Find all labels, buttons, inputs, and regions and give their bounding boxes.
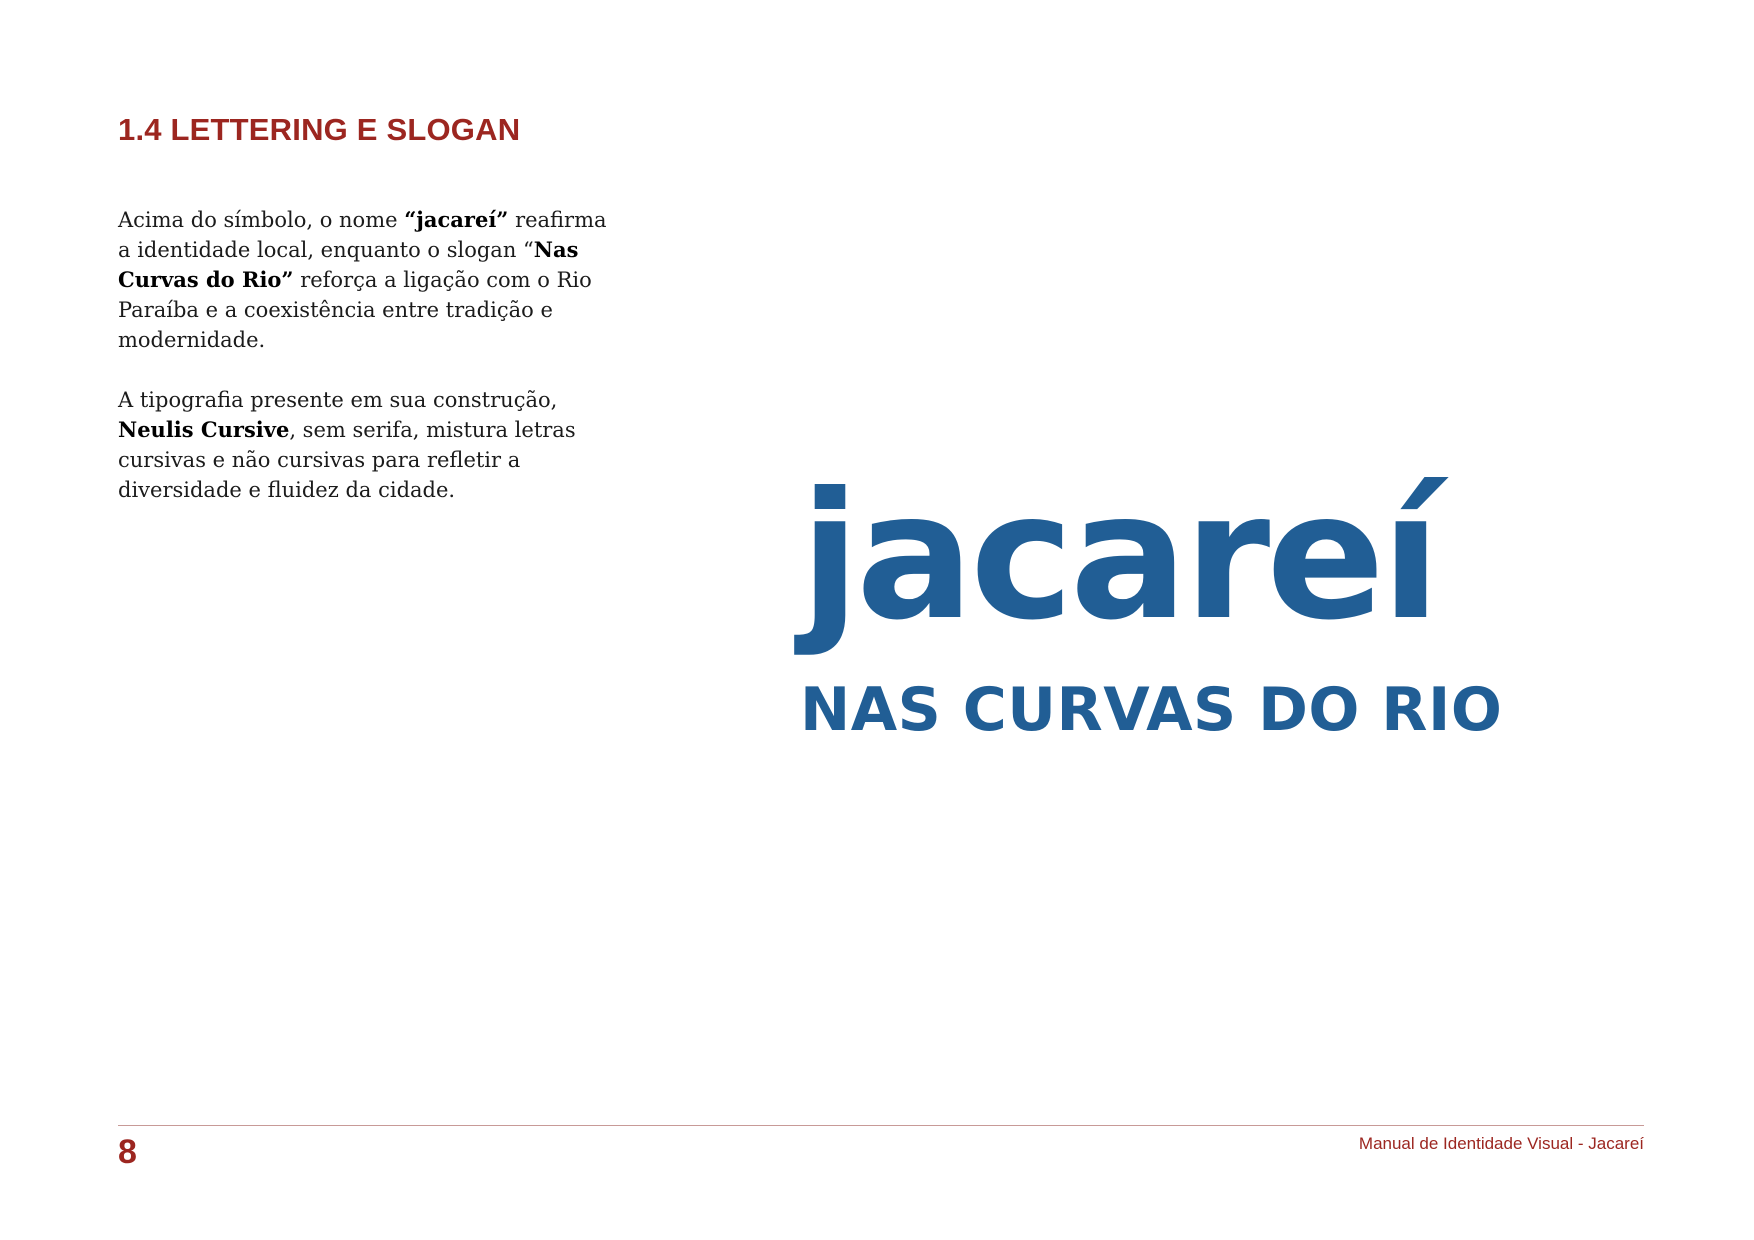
section-title: 1.4 LETTERING E SLOGAN <box>118 112 521 147</box>
footer-divider <box>118 1125 1644 1126</box>
text-segment: reafirma a identidade local, enquanto o slogan “ <box>118 208 607 262</box>
text-segment: , sem serifa, mistura letras cursivas e não cursivas para refletir a diversidade e fluidez da cidade. <box>118 418 576 502</box>
paragraph-typography <box>118 385 618 505</box>
footer-caption: Manual de Identidade Visual - Jacareí <box>1358 1134 1644 1153</box>
text-segment: A tipografia presente em sua construção, <box>118 388 558 412</box>
emphasis-jacarei: “jacareí” <box>404 207 509 232</box>
emphasis-font-name: Neulis Cursive <box>118 417 290 442</box>
text-segment: Acima do símbolo, o nome <box>118 208 405 232</box>
logo-slogan: NAS CURVAS DO RIO <box>800 675 1503 745</box>
paragraph-lettering <box>118 205 618 355</box>
emphasis-slogan: Nas Curvas do Rio” <box>118 237 579 292</box>
logo-wordmark: jacareí <box>800 456 1437 659</box>
jacarei-logo <box>800 456 1503 750</box>
page-number: 8 <box>118 1133 137 1171</box>
text-segment: reforça a ligação com o Rio Paraíba e a coexistência entre tradição e modernidade. <box>118 268 592 352</box>
body-text <box>118 205 618 535</box>
